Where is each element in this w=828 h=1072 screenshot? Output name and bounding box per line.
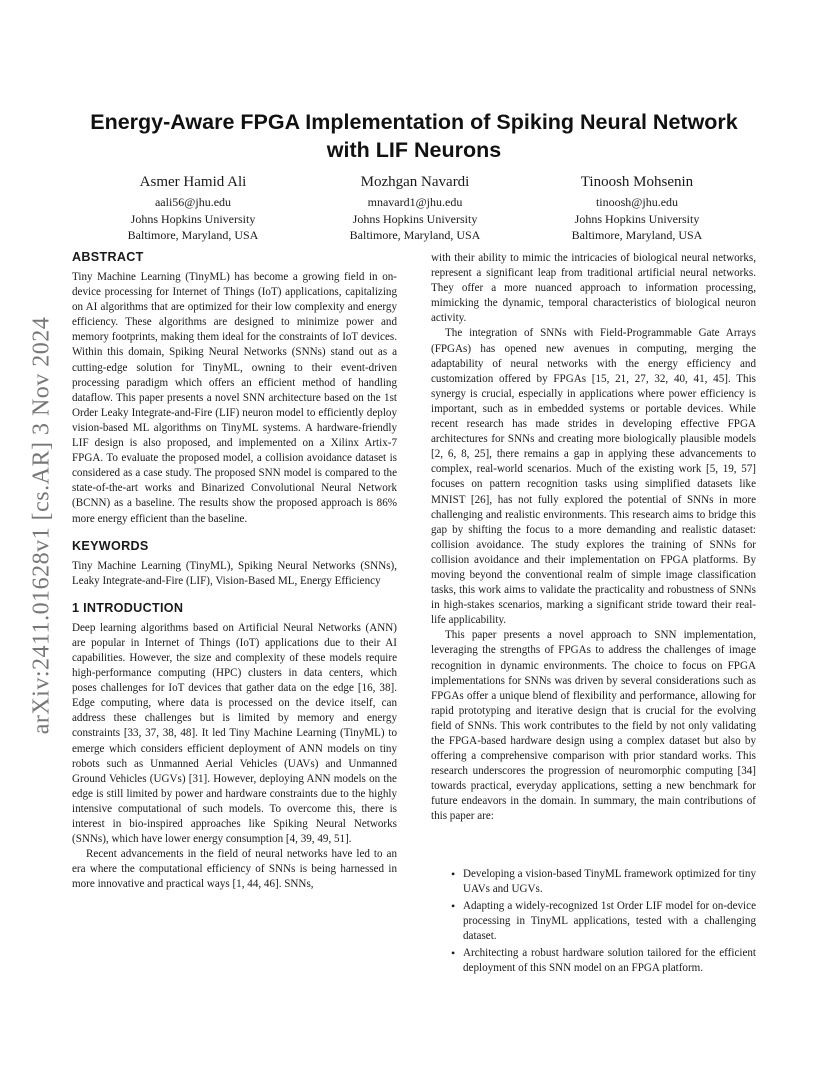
author-name: Mozhgan Navardi (360, 174, 470, 190)
author-name: Asmer Hamid Ali (139, 174, 247, 190)
abstract-heading: ABSTRACT (72, 250, 144, 264)
author-affiliation: Johns Hopkins University (574, 211, 700, 226)
intro-paragraph: Recent advancements in the field of neural networks have led to an era where the computational efficiency of SNNs is being harnessed in more innovative and practical ways [1, 44, 46]. SNNs, (72, 848, 397, 891)
introduction-heading: 1 INTRODUCTION (72, 600, 184, 615)
author-location: Baltimore, Maryland, USA (127, 228, 259, 242)
author-affiliation: Johns Hopkins University (352, 211, 478, 226)
abstract-text: Tiny Machine Learning (TinyML) has become a growing field in on-device processing for Internet of Things (IoT) applications, capitalizing on AI algorithms that are optimized for their low complexity and energy efficiency. These algorithms are designed to minimize power and memory footprints, making them ideal for the constraints of IoT devices. Within this domain, Spiking Neural Networks (SNNs) stand out as a cutting-edge solution for TinyML, owning to their event-driven processing paradigm which offers an efficient method of handling dataflow. This paper presents a novel SNN architecture based on the 1st Order Leaky Integrate-and-Fire (LIF) neuron model to efficiently deploy vision-based ML algorithms on TinyML systems. A hardware-friendly LIF design is also proposed, and implemented on a Xilinx Artix-7 FPGA. To evaluate the proposed model, a collision avoidance dataset is considered as a case study. The proposed SNN model is compared to the state-of-the-art works and Binarized Convolutional Neural Network (BCNN) as a baseline. The results show the proposed approach is 86% more energy efficient than the baseline. (72, 271, 397, 525)
intro-paragraph: with their ability to mimic the intricacies of biological neural networks, represent a significant leap from traditional artificial neural networks. They offer a more nuanced approach to information processing, mimicking the dynamic, temporal characteristics of biological neuron activity. (431, 252, 756, 325)
paper-title-line2: with LIF Neurons (326, 138, 502, 162)
list-item: • Developing a vision-based TinyML framework optimized for tiny UAVs and UGVs. (431, 867, 756, 897)
intro-paragraph: This paper presents a novel approach to SNN implementation, leveraging the strengths of FPGAs to address the challenges of image recognition in dynamic environments. The choice to focus on FPGA implementations for SNNs was driven by several considerations such as FPGAs offer a unique blend of flexibility and performance, allowing for rapid prototyping and iterative design that is crucial for the evolving field of SNNs. This work contributes to the field by not only validating the FPGA-based hardware design using a complex dataset but also by offering a comprehensive comparison with prior standard works. This research underscores the progression of neuromorphic computing [34] towards practical, everyday applications, setting a new benchmark for future endeavors in the domain. In summary, the main contributions of this paper are: (431, 629, 756, 823)
author-affiliation: Johns Hopkins University (130, 211, 256, 226)
left-column (72, 250, 397, 892)
list-item: • Architecting a robust hardware solution tailored for the efficient deployment of this SNN model on an FPGA platform. (431, 946, 756, 976)
intro-paragraph: The integration of SNNs with Field-Programmable Gate Arrays (FPGAs) has opened new avenues in computing, merging the adaptability of neural networks with the energy efficiency and customization offered by FPGAs [15, 21, 27, 32, 40, 41, 45]. This synergy is crucial, especially in applications where power efficiency is important, such as in embedded systems or portable devices. While recent research has made strides in developing effective FPGA architectures for SNNs and creating more biologically plausible models [2, 6, 8, 25], there remains a gap in applying these advancements to complex, real-world scenarios. Much of the existing work [5, 19, 57] focuses on pattern recognition tasks using simplified datasets like MNIST [26], has not fully explored the potential of SNNs in more challenging and realistic environments. This research aims to bridge this gap by shifting the focus to a more demanding and realistic dataset: collision avoidance. The study explores the training of SNNs for collision avoidance and their implementation on FPGA platforms. By moving beyond the conventional realm of simple image classification tasks, this work aims to validate the practicality and robustness of SNNs in high-stakes scenarios, marking a significant stride toward their real-life applicability. (431, 327, 756, 627)
paper-title-line1: Energy-Aware FPGA Implementation of Spiking Neural Network (90, 110, 738, 134)
keywords-heading: KEYWORDS (72, 538, 149, 553)
author-email: mnavard1@jhu.edu (367, 195, 463, 209)
arxiv-identifier: arXiv:2411.01628v1 [cs.AR] 3 Nov 2024 (28, 316, 55, 734)
right-column (431, 251, 756, 978)
contributions-list (431, 867, 756, 977)
paper-title (60, 108, 768, 164)
author-name: Tinoosh Mohsenin (580, 174, 694, 190)
keywords-text: Tiny Machine Learning (TinyML), Spiking Neural Networks (SNNs), Leaky Integrate-and-Fire (LIF), Vision-Based ML, Energy Efficiency (72, 559, 397, 587)
author-block-3 (527, 172, 747, 244)
intro-paragraph: Deep learning algorithms based on Artificial Neural Networks (ANN) are popular in Internet of Things (IoT) applications due to their AI capabilities. However, the size and complexity of these models require high-performance computing (HPC) clusters in data centers, which poses challenges for IoT devices that gather data on the edge [16, 38]. Edge computing, where data is processed on the device itself, can address these challenges but is limited by memory and energy constraints [33, 37, 38, 48]. It led Tiny Machine Learning (TinyML) to emerge which considers efficient deployment of ANN models on tiny robots such as Unmanned Aerial Vehicles (UAVs) and Unmanned Ground Vehicles (UGVs) [31]. However, deploying ANN models on the edge is still limited by power and hardware constraints due to the highly intensive computational of such models. To overcome this, there is interest in bio-inspired approaches like Spiking Neural Networks (SNNs), which have lower energy consumption [4, 39, 49, 51]. (72, 621, 397, 846)
author-location: Baltimore, Maryland, USA (571, 228, 703, 242)
author-block-2 (305, 172, 525, 244)
author-email: tinoosh@jhu.edu (595, 195, 679, 209)
author-email: aali56@jhu.edu (154, 195, 232, 209)
author-block-1 (83, 172, 303, 244)
author-location: Baltimore, Maryland, USA (349, 228, 481, 242)
list-item: • Adapting a widely-recognized 1st Order LIF model for on-device processing in TinyML applications, tested with a challenging dataset. (431, 899, 756, 944)
arxiv-sidebar-stamp (22, 290, 62, 760)
